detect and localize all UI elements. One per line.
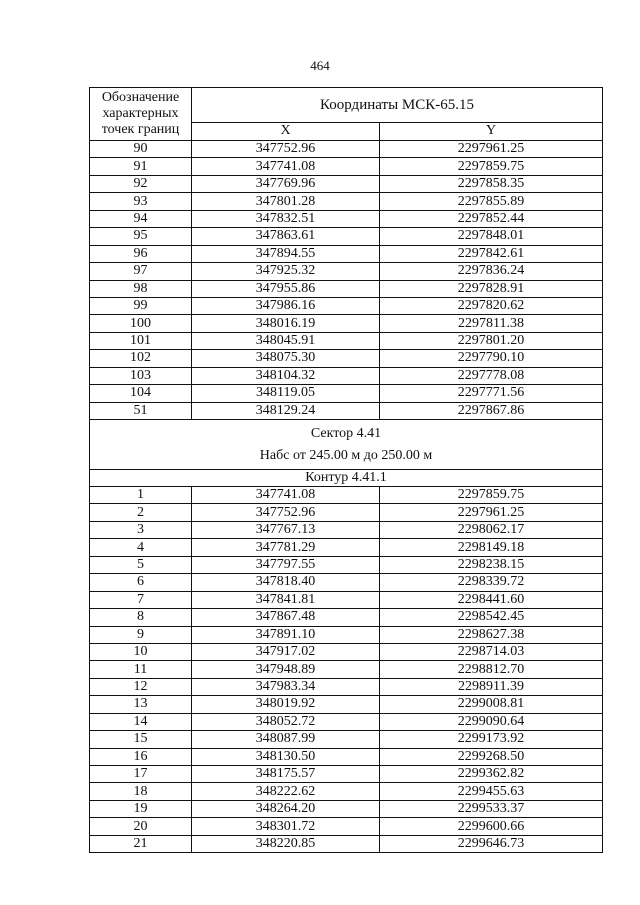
- table-row: [90, 245, 603, 262]
- point-number: 99: [90, 297, 192, 314]
- x-coordinate: 348016.19: [192, 315, 380, 332]
- y-coordinate: 2297859.75: [380, 487, 603, 504]
- table-row: [90, 280, 603, 297]
- y-coordinate: 2299600.66: [380, 818, 603, 835]
- coordinates-table: [89, 87, 603, 853]
- table-row: [90, 748, 603, 765]
- x-coordinate: 347752.96: [192, 141, 380, 158]
- point-number: 20: [90, 818, 192, 835]
- page-number: 464: [310, 58, 330, 73]
- point-number: 11: [90, 661, 192, 678]
- x-coordinate: 347781.29: [192, 539, 380, 556]
- y-coordinate: 2297859.75: [380, 158, 603, 175]
- y-coordinate: 2299455.63: [380, 783, 603, 800]
- table-row: [90, 158, 603, 175]
- point-number: 103: [90, 367, 192, 384]
- y-coordinate: 2298062.17: [380, 521, 603, 538]
- point-number: 12: [90, 678, 192, 695]
- y-coordinate: 2297961.25: [380, 504, 603, 521]
- point-number: 104: [90, 385, 192, 402]
- point-number: 96: [90, 245, 192, 262]
- x-coordinate: 347986.16: [192, 297, 380, 314]
- y-coordinate: 2297836.24: [380, 263, 603, 280]
- point-number: 21: [90, 835, 192, 852]
- y-coordinate: 2299362.82: [380, 766, 603, 783]
- table-row: [90, 402, 603, 419]
- point-number: 97: [90, 263, 192, 280]
- y-coordinate: 2298542.45: [380, 609, 603, 626]
- x-coordinate: 348264.20: [192, 800, 380, 817]
- table-row: [90, 713, 603, 730]
- point-number: 17: [90, 766, 192, 783]
- x-coordinate: 348087.99: [192, 731, 380, 748]
- x-coordinate: 347948.89: [192, 661, 380, 678]
- x-coordinate: 347894.55: [192, 245, 380, 262]
- sector-title: Сектор 4.41: [310, 426, 382, 441]
- sector-heading: [90, 420, 603, 470]
- x-coordinate: 348220.85: [192, 835, 380, 852]
- y-coordinate: 2299008.81: [380, 696, 603, 713]
- x-coordinate: 348301.72: [192, 818, 380, 835]
- table-row: [90, 367, 603, 384]
- coordinates-header: Координаты МСК-65.15: [192, 88, 603, 123]
- table-row: [90, 626, 603, 643]
- point-number: 7: [90, 591, 192, 608]
- table-row: [90, 783, 603, 800]
- y-header: Y: [380, 122, 603, 140]
- y-coordinate: 2299173.92: [380, 731, 603, 748]
- x-coordinate: 347752.96: [192, 504, 380, 521]
- x-coordinate: 347832.51: [192, 210, 380, 227]
- point-number: 16: [90, 748, 192, 765]
- y-coordinate: 2298812.70: [380, 661, 603, 678]
- point-number: 10: [90, 643, 192, 660]
- point-number: 100: [90, 315, 192, 332]
- x-coordinate: 348119.05: [192, 385, 380, 402]
- point-number: 8: [90, 609, 192, 626]
- y-coordinate: 2298441.60: [380, 591, 603, 608]
- section1-body: [90, 141, 603, 420]
- point-number: 102: [90, 350, 192, 367]
- coordinates-document: [89, 87, 602, 853]
- point-number: 1: [90, 487, 192, 504]
- table-row: [90, 678, 603, 695]
- table-row: [90, 643, 603, 660]
- table-row: [90, 574, 603, 591]
- point-number: 6: [90, 574, 192, 591]
- x-coordinate: 347741.08: [192, 487, 380, 504]
- point-number: 98: [90, 280, 192, 297]
- table-row: [90, 766, 603, 783]
- table-row: [90, 332, 603, 349]
- x-coordinate: 347841.81: [192, 591, 380, 608]
- x-header: X: [192, 122, 380, 140]
- y-coordinate: 2297828.91: [380, 280, 603, 297]
- y-coordinate: 2297855.89: [380, 193, 603, 210]
- point-number: 4: [90, 539, 192, 556]
- point-number: 92: [90, 175, 192, 192]
- table-row: [90, 141, 603, 158]
- x-coordinate: 348019.92: [192, 696, 380, 713]
- y-coordinate: 2297961.25: [380, 141, 603, 158]
- point-number: 94: [90, 210, 192, 227]
- y-coordinate: 2297801.20: [380, 332, 603, 349]
- y-coordinate: 2298238.15: [380, 556, 603, 573]
- table-row: [90, 315, 603, 332]
- y-coordinate: 2297790.10: [380, 350, 603, 367]
- point-number: 13: [90, 696, 192, 713]
- contour-title: Контур 4.41.1: [90, 470, 603, 487]
- x-coordinate: 348045.91: [192, 332, 380, 349]
- point-number: 90: [90, 141, 192, 158]
- y-coordinate: 2299090.64: [380, 713, 603, 730]
- section2-body: [90, 487, 603, 853]
- point-number: 101: [90, 332, 192, 349]
- point-number: 51: [90, 402, 192, 419]
- x-coordinate: 348075.30: [192, 350, 380, 367]
- x-coordinate: 348104.32: [192, 367, 380, 384]
- y-coordinate: 2298149.18: [380, 539, 603, 556]
- table-row: [90, 539, 603, 556]
- point-number: 93: [90, 193, 192, 210]
- x-coordinate: 347801.28: [192, 193, 380, 210]
- table-row: [90, 661, 603, 678]
- point-number: 91: [90, 158, 192, 175]
- y-coordinate: 2298627.38: [380, 626, 603, 643]
- y-coordinate: 2297811.38: [380, 315, 603, 332]
- y-coordinate: 2297842.61: [380, 245, 603, 262]
- x-coordinate: 348052.72: [192, 713, 380, 730]
- x-coordinate: 347863.61: [192, 228, 380, 245]
- y-coordinate: 2298911.39: [380, 678, 603, 695]
- x-coordinate: 347983.34: [192, 678, 380, 695]
- table-row: [90, 263, 603, 280]
- y-coordinate: 2297820.62: [380, 297, 603, 314]
- point-number: 95: [90, 228, 192, 245]
- point-label-header: Обозначение характерных точек границ: [90, 88, 192, 141]
- point-number: 19: [90, 800, 192, 817]
- table-row: [90, 731, 603, 748]
- y-coordinate: 2297852.44: [380, 210, 603, 227]
- y-coordinate: 2297778.08: [380, 367, 603, 384]
- table-row: [90, 521, 603, 538]
- x-coordinate: 348175.57: [192, 766, 380, 783]
- table-row: [90, 297, 603, 314]
- y-coordinate: 2299268.50: [380, 748, 603, 765]
- table-row: [90, 818, 603, 835]
- x-coordinate: 347797.55: [192, 556, 380, 573]
- x-coordinate: 347867.48: [192, 609, 380, 626]
- point-number: 14: [90, 713, 192, 730]
- point-number: 5: [90, 556, 192, 573]
- y-coordinate: 2297867.86: [380, 402, 603, 419]
- table-row: [90, 556, 603, 573]
- table-row: [90, 228, 603, 245]
- x-coordinate: 347955.86: [192, 280, 380, 297]
- point-number: 18: [90, 783, 192, 800]
- y-coordinate: 2298714.03: [380, 643, 603, 660]
- point-number: 15: [90, 731, 192, 748]
- x-coordinate: 347769.96: [192, 175, 380, 192]
- table-row: [90, 696, 603, 713]
- table-row: [90, 385, 603, 402]
- point-number: 2: [90, 504, 192, 521]
- x-coordinate: 347741.08: [192, 158, 380, 175]
- table-row: [90, 609, 603, 626]
- table-row: [90, 591, 603, 608]
- table-row: [90, 175, 603, 192]
- table-row: [90, 210, 603, 227]
- sector-block: [90, 420, 603, 487]
- sector-range: Набс от 245.00 м до 250.00 м: [259, 448, 433, 463]
- y-coordinate: 2298339.72: [380, 574, 603, 591]
- x-coordinate: 348222.62: [192, 783, 380, 800]
- table-row: [90, 193, 603, 210]
- table-row: [90, 504, 603, 521]
- x-coordinate: 347891.10: [192, 626, 380, 643]
- x-coordinate: 347925.32: [192, 263, 380, 280]
- table-row: [90, 800, 603, 817]
- table-row: [90, 835, 603, 852]
- point-number: 3: [90, 521, 192, 538]
- x-coordinate: 348130.50: [192, 748, 380, 765]
- x-coordinate: 347818.40: [192, 574, 380, 591]
- y-coordinate: 2299646.73: [380, 835, 603, 852]
- x-coordinate: 347917.02: [192, 643, 380, 660]
- point-number: 9: [90, 626, 192, 643]
- y-coordinate: 2299533.37: [380, 800, 603, 817]
- x-coordinate: 348129.24: [192, 402, 380, 419]
- y-coordinate: 2297858.35: [380, 175, 603, 192]
- table-row: [90, 487, 603, 504]
- y-coordinate: 2297848.01: [380, 228, 603, 245]
- y-coordinate: 2297771.56: [380, 385, 603, 402]
- x-coordinate: 347767.13: [192, 521, 380, 538]
- table-row: [90, 350, 603, 367]
